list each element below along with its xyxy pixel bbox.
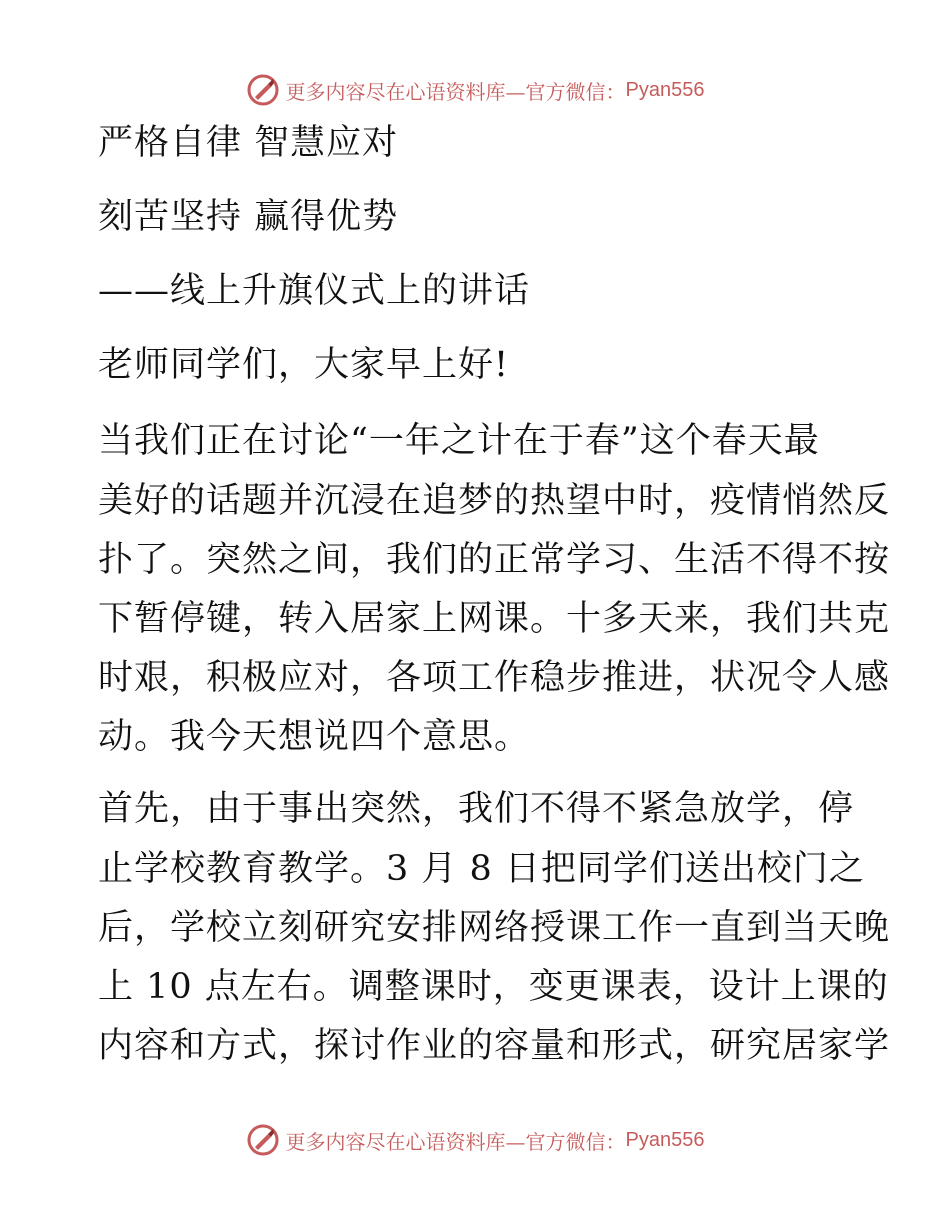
header-watermark [0,70,950,110]
paragraph-line: 止学校教育教学。3 月 8 日把同学们送出校门之 [98,849,865,889]
paragraph-line: 首先，由于事出突然，我们不得不紧急放学，停 [98,789,855,829]
paragraph-line: 当我们正在讨论“一年之计在于春”这个春天最 [98,421,820,461]
paragraph-line: 上 10 点左右。调整课时，变更课表，设计上课的 [98,967,889,1007]
brand-logo-icon [246,73,280,107]
paragraph-line: 下暂停键，转入居家上网课。十多天来，我们共克 [98,599,891,639]
paragraph-line: 美好的话题并沉浸在追梦的热望中时，疫情悄然反 [98,481,891,521]
document-title-line-2: 刻苦坚持 赢得优势 [98,197,399,237]
document-subtitle: ——线上升旗仪式上的讲话 [98,271,531,311]
greeting-line: 老师同学们，大家早上好! [98,345,510,385]
watermark-text: 更多内容尽在心语资料库—官方微信： [285,1129,626,1154]
brand-logo-icon [246,1123,280,1157]
paragraph-line: 扑了。突然之间，我们的正常学习、生活不得不按 [98,540,891,580]
paragraph-line: 内容和方式，探讨作业的容量和形式，研究居家学 [98,1026,891,1066]
footer-watermark [0,1120,950,1160]
watermark-handle: Pyan556 [625,78,705,101]
watermark-handle: Pyan556 [625,1128,705,1151]
watermark-text: 更多内容尽在心语资料库—官方微信： [285,79,626,104]
document-title-line-1: 严格自律 智慧应对 [98,123,399,163]
paragraph-line: 后，学校立刻研究安排网络授课工作一直到当天晚 [98,908,891,948]
paragraph-line: 动。我今天想说四个意思。 [98,717,531,757]
paragraph-line: 时艰，积极应对，各项工作稳步推进，状况令人感 [98,658,891,698]
